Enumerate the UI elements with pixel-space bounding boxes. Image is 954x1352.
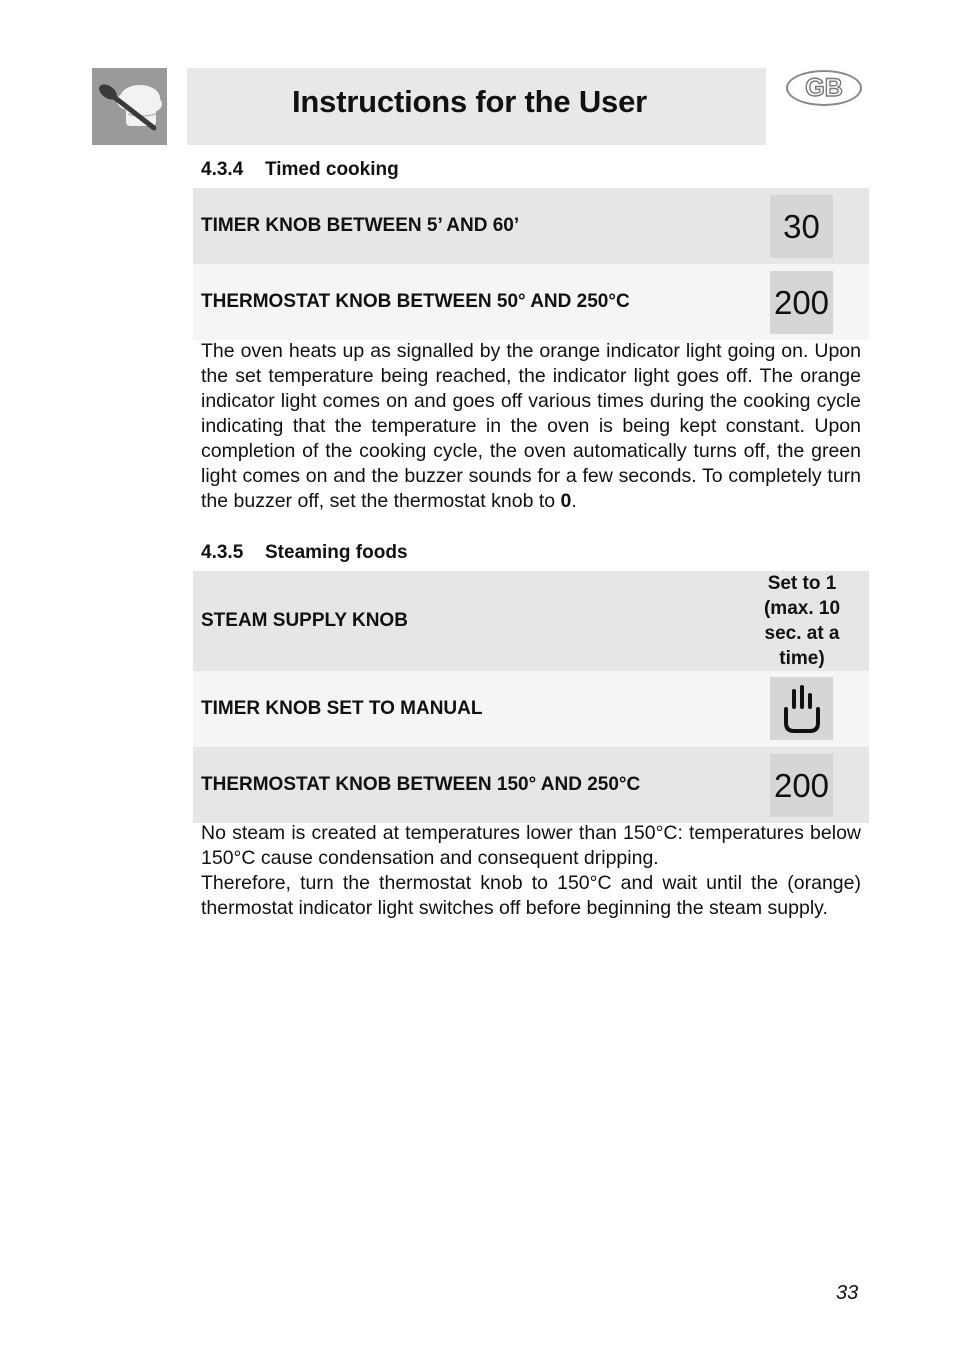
steam-knob-setting-note: Set to 1 (max. 10 sec. at a time) bbox=[763, 573, 841, 669]
manual-knob-display bbox=[770, 677, 833, 740]
setting-label: THERMOSTAT KNOB BETWEEN 150° AND 250°C bbox=[201, 774, 641, 795]
header-bar bbox=[187, 68, 766, 145]
section-number: 4.3.4 bbox=[201, 159, 244, 180]
logo bbox=[92, 68, 167, 145]
steaming-paragraph-1: No steam is created at temperatures lower than 150°C: temperatures below 150°C cause condensation and consequent dripping. bbox=[201, 822, 861, 869]
setting-row-timer-knob bbox=[193, 188, 869, 264]
section-heading-steaming-foods bbox=[201, 542, 408, 564]
section-title: Steaming foods bbox=[265, 542, 408, 563]
section-title: Timed cooking bbox=[265, 159, 399, 180]
setting-row-thermostat-steam bbox=[193, 747, 869, 823]
paragraph-text-end: . bbox=[571, 490, 577, 512]
page-number: 33 bbox=[836, 1282, 859, 1304]
section-number: 4.3.5 bbox=[201, 542, 244, 563]
setting-row-thermostat-knob bbox=[193, 264, 869, 340]
setting-label: THERMOSTAT KNOB BETWEEN 50° AND 250°C bbox=[201, 291, 630, 312]
page-title: Instructions for the User bbox=[292, 84, 647, 119]
setting-label: TIMER KNOB SET TO MANUAL bbox=[201, 698, 483, 719]
section-heading-timed-cooking bbox=[201, 159, 399, 181]
bold-value: 0 bbox=[560, 490, 572, 512]
setting-row-steam-supply-knob bbox=[193, 571, 869, 671]
spoon-chef-hat-icon bbox=[92, 68, 167, 145]
timed-cooking-paragraph bbox=[201, 339, 861, 514]
paragraph-text: The oven heats up as signalled by the orange indicator light going on. Upon the set temperature being reached, the indicator light goes off. The orange indicator light comes on and goes off various times during the cooking cycle indicating that the temperature in the oven is being kept constant. Upon completion of the cooking cycle, the oven automatically turns off, the green light comes on and the buzzer sounds for a few seconds. To completely turn the buzzer off, set the thermostat knob to bbox=[201, 340, 861, 512]
manual-hand-icon bbox=[770, 677, 833, 740]
language-badge: GB bbox=[786, 70, 862, 106]
setting-label: STEAM SUPPLY KNOB bbox=[201, 610, 408, 631]
thermostat-knob-display: 200 bbox=[770, 754, 833, 817]
timer-knob-display: 30 bbox=[770, 195, 833, 258]
setting-row-timer-manual bbox=[193, 671, 869, 747]
steaming-paragraph-2: Therefore, turn the thermostat knob to 150°C and wait until the (orange) thermostat indicator light switches off before beginning the steam supply. bbox=[201, 872, 861, 919]
setting-label: TIMER KNOB BETWEEN 5’ AND 60’ bbox=[201, 215, 520, 236]
thermostat-knob-display: 200 bbox=[770, 271, 833, 334]
